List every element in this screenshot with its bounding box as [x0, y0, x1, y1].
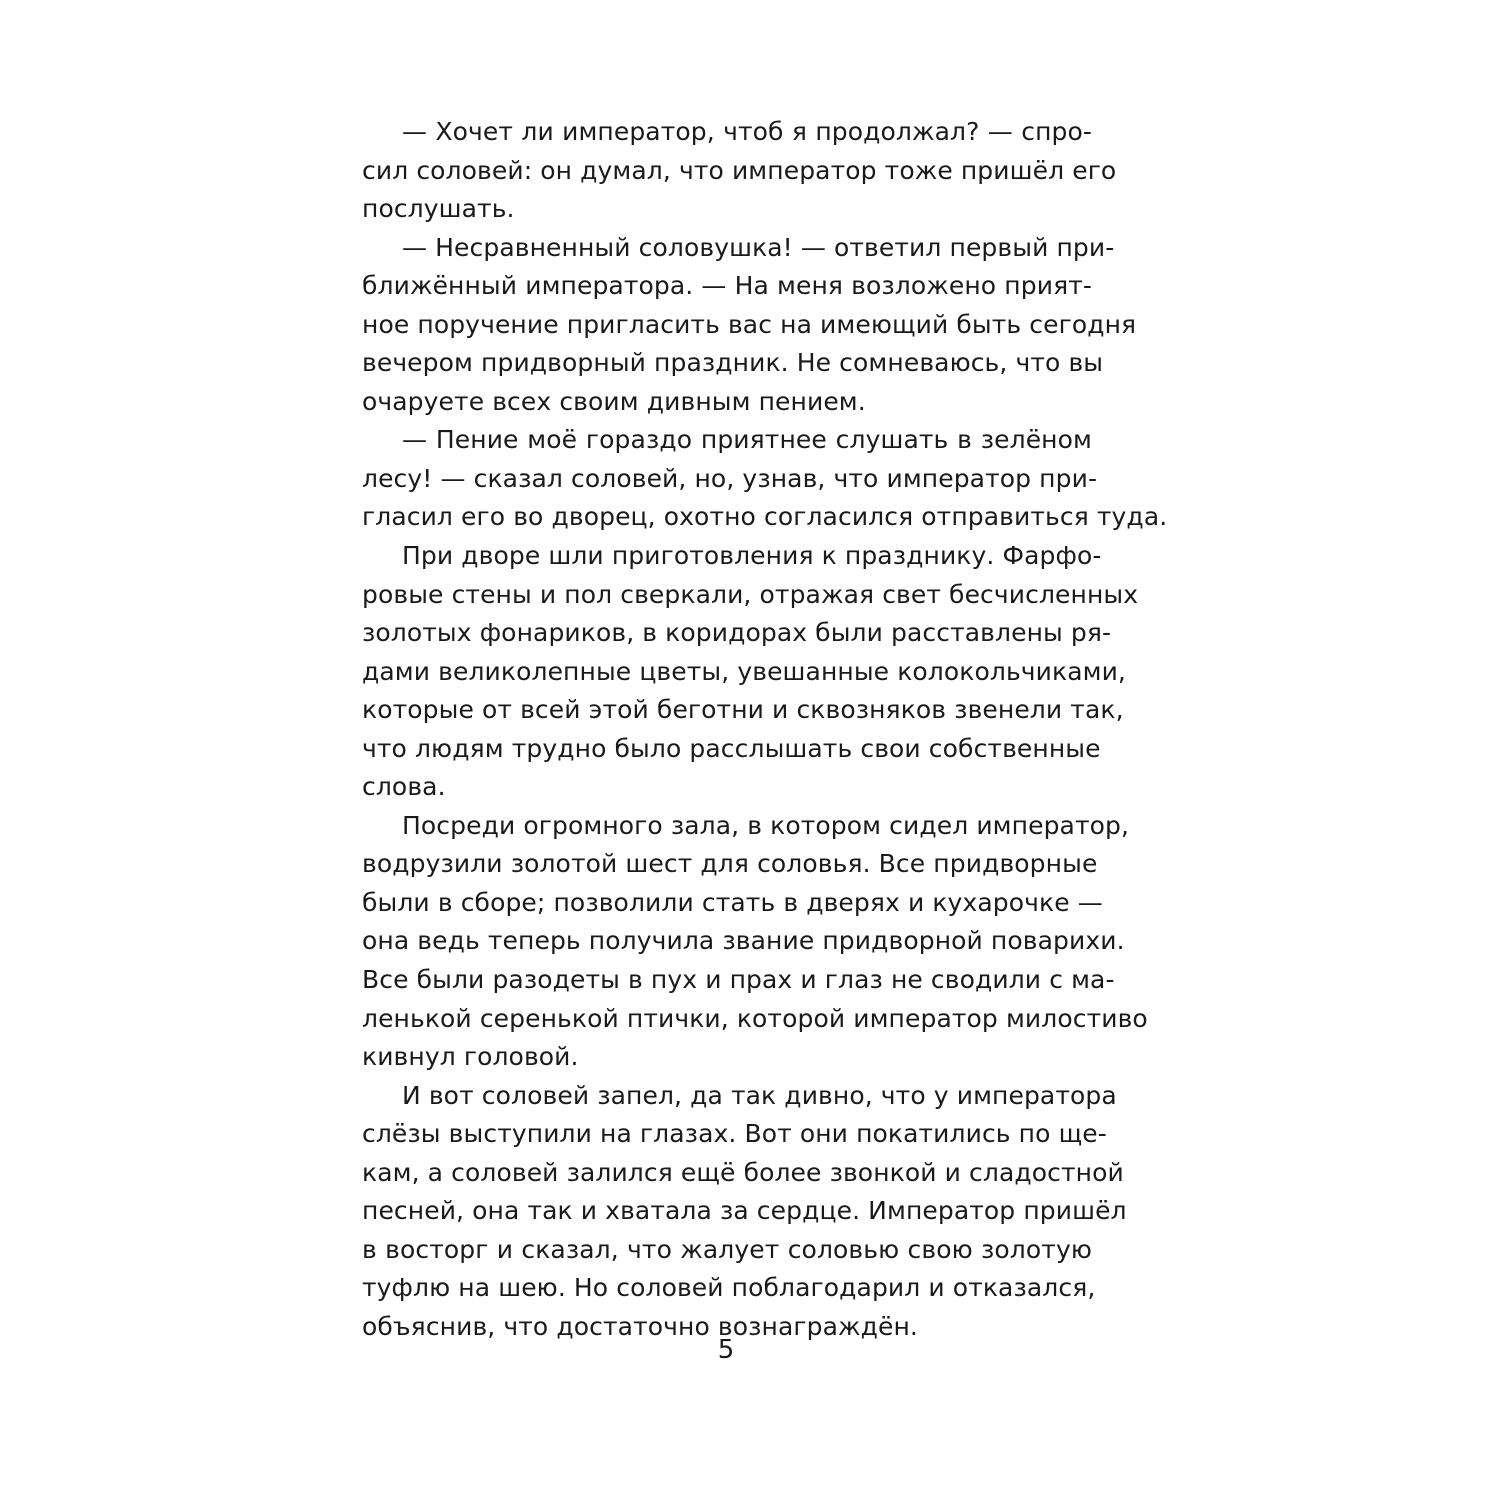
text-line: И вот соловей запел, да так дивно, что у императора	[402, 1080, 1117, 1110]
text-line: — Пение моё гораздо приятнее слушать в зелёном	[402, 425, 1092, 455]
text-line: которые от всей этой беготни и сквозняков звенели так,	[362, 695, 1124, 725]
text-line: были в сборе; позволили стать в дверях и кухарочке —	[362, 887, 1103, 917]
text-line: водрузили золотой шест для соловья. Все придворные	[362, 849, 1098, 879]
text-line: Посреди огромного зала, в котором сидел император,	[402, 810, 1130, 840]
text-line: лесу! — сказал соловей, но, узнав, что император при-	[362, 463, 1098, 493]
text-line: сил соловей: он думал, что император тоже пришёл его	[362, 155, 1117, 185]
text-line: песней, она так и хватала за сердце. Император пришёл	[362, 1196, 1127, 1226]
text-line: При дворе шли приготовления к празднику. Фарфо-	[402, 541, 1102, 571]
text-line: золотых фонариков, в коридорах были расставлены ря-	[362, 618, 1112, 648]
text-line: — Несравненный соловушка! — ответил первый при-	[402, 232, 1115, 262]
text-line: слова.	[362, 772, 446, 802]
text-line: гласил его во дворец, охотно согласился отправиться туда.	[362, 502, 1168, 532]
paragraph-6	[362, 1077, 1127, 1347]
paragraph-5	[362, 807, 1148, 1077]
paragraph-2	[362, 229, 1137, 422]
text-line: очаруете всех своим дивным пением.	[362, 386, 866, 416]
text-line: слёзы выступили на глазах. Вот они покатились по ще-	[362, 1119, 1107, 1149]
paragraph-3	[362, 421, 1168, 537]
text-line: Все были разодеты в пух и прах и глаз не сводили с ма-	[362, 965, 1115, 995]
text-line: послушать.	[362, 194, 515, 224]
text-line: ное поручение пригласить вас на имеющий быть сегодня	[362, 309, 1137, 339]
text-line: кивнул головой.	[362, 1042, 579, 1072]
text-line: кам, а соловей залился ещё более звонкой и сладостной	[362, 1157, 1124, 1187]
text-line: вечером придворный праздник. Не сомневаюсь, что вы	[362, 348, 1104, 378]
text-line: в восторг и сказал, что жалует соловью свою золотую	[362, 1234, 1092, 1264]
text-line: — Хочет ли император, чтоб я продолжал? — спро-	[402, 117, 1092, 146]
text-line: дами великолепные цветы, увешанные колокольчиками,	[362, 656, 1126, 686]
text-line: ровые стены и пол сверкали, отражая свет бесчисленных	[362, 579, 1139, 609]
text-line: ближённый императора. — На меня возложено прият-	[362, 271, 1092, 301]
page-number: 5	[717, 1335, 735, 1365]
text-line: туфлю на шею. Но соловей поблагодарил и отказался,	[362, 1273, 1096, 1303]
text-line: что людям трудно было расслышать свои собственные	[362, 733, 1101, 763]
text-line: объяснив, что достаточно вознаграждён.	[362, 1311, 918, 1341]
text-line: она ведь теперь получила звание придворной поварихи.	[362, 926, 1125, 956]
paragraph-4	[362, 537, 1139, 807]
paragraph-1	[362, 113, 1117, 229]
text-body	[362, 113, 1168, 1347]
text-line: ленькой серенькой птички, которой император милостиво	[362, 1003, 1148, 1033]
